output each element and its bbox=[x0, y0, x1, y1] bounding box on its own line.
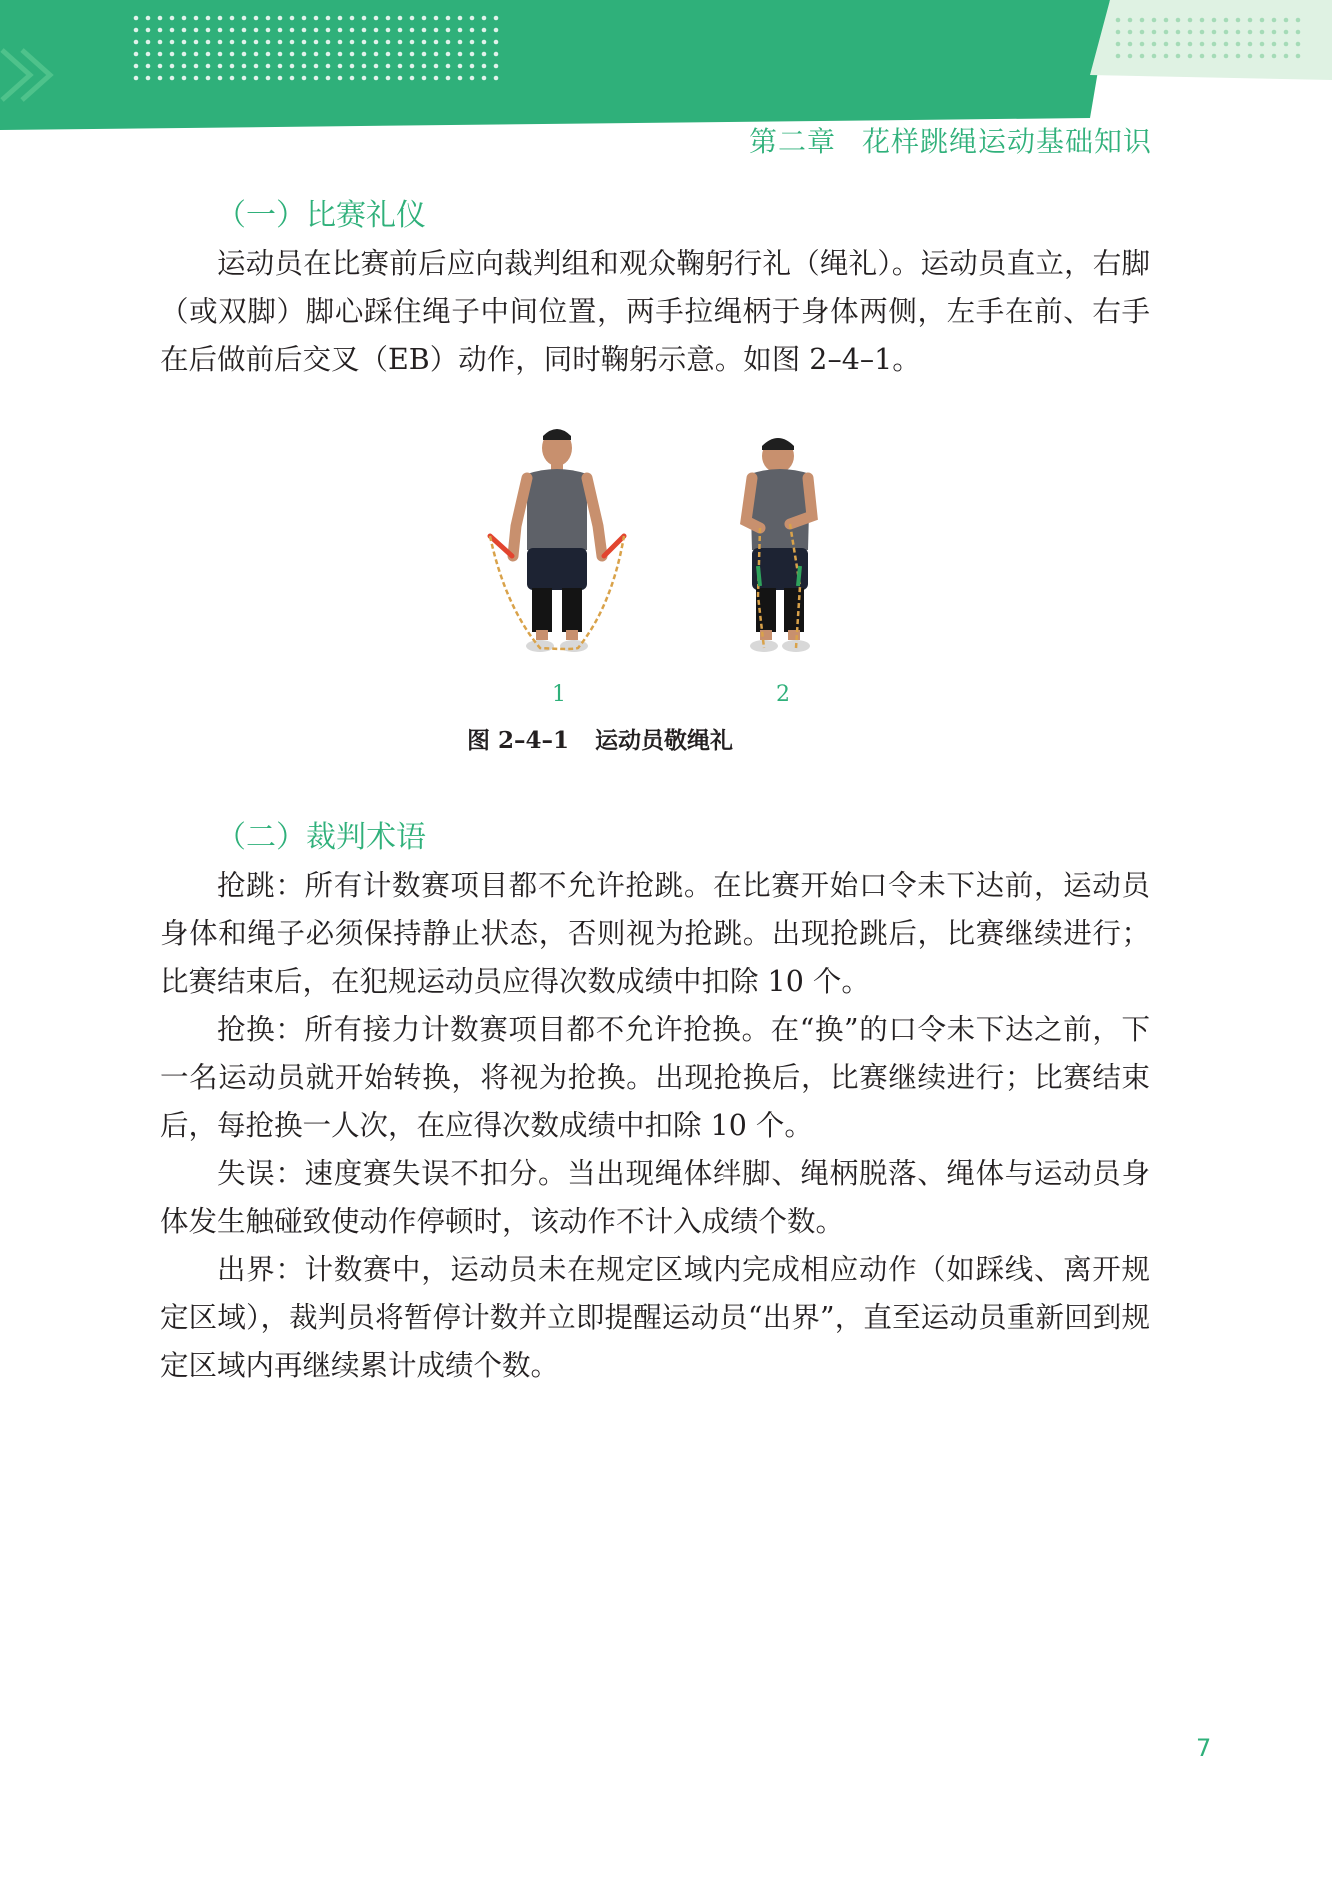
paragraph-etiquette: 运动员在比赛前后应向裁判组和观众鞠躬行礼（绳礼）。运动员直立，右脚（或双脚）脚心踩住绳子中间位置，两手拉绳柄于身体两侧，左手在前、右手在后做前后交叉（EB）动作，同时鞠躬示意。如图 2–4–1。 bbox=[160, 247, 1150, 376]
page-number: 7 bbox=[1196, 1734, 1212, 1762]
paragraph-false-start: 抢跳：所有计数赛项目都不允许抢跳。在比赛开始口令未下达前，运动员身体和绳子必须保持静止状态，否则视为抢跳。出现抢跳后，比赛继续进行；比赛结束后，在犯规运动员应得次数成绩中扣除 10 个。 bbox=[160, 869, 1150, 998]
paragraph-early-exchange: 抢换：所有接力计数赛项目都不允许抢换。在“换”的口令未下达之前，下一名运动员就开始转换，将视为抢换。出现抢换后，比赛继续进行；比赛结束后，每抢换一人次，在应得次数成绩中扣除 10 个。 bbox=[160, 1013, 1150, 1142]
chapter-title: 花样跳绳运动基础知识 bbox=[861, 125, 1152, 158]
figure-label-1: 1 bbox=[552, 682, 566, 707]
section-heading-terms: （二）裁判术语 bbox=[216, 820, 426, 855]
section-heading-etiquette: （一）比赛礼仪 bbox=[216, 198, 426, 233]
figure-caption bbox=[160, 722, 1040, 755]
running-head bbox=[749, 120, 1152, 160]
athlete-photos bbox=[160, 416, 1040, 686]
header-decoration bbox=[0, 0, 1332, 130]
paragraph-miss: 失误：速度赛失误不扣分。当出现绳体绊脚、绳柄脱落、绳体与运动员身体发生触碰致使动作停顿时，该动作不计入成绩个数。 bbox=[160, 1157, 1150, 1238]
figure-rope-salute bbox=[160, 416, 1150, 814]
caption-number: 图 2–4–1 bbox=[466, 727, 570, 754]
figure-label-2: 2 bbox=[776, 682, 790, 707]
paragraph-out-of-bounds: 出界：计数赛中，运动员未在规定区域内完成相应动作（如踩线、离开规定区域），裁判员将暂停计数并立即提醒运动员“出界”，直至运动员重新回到规定区域内再继续累计成绩个数。 bbox=[160, 1253, 1150, 1382]
caption-title: 运动员敬绳礼 bbox=[595, 727, 734, 754]
page-content bbox=[160, 192, 1150, 1390]
chapter-number: 第二章 bbox=[748, 125, 836, 158]
athlete-standing-photo bbox=[490, 429, 624, 652]
athlete-bowing-photo bbox=[746, 438, 812, 652]
